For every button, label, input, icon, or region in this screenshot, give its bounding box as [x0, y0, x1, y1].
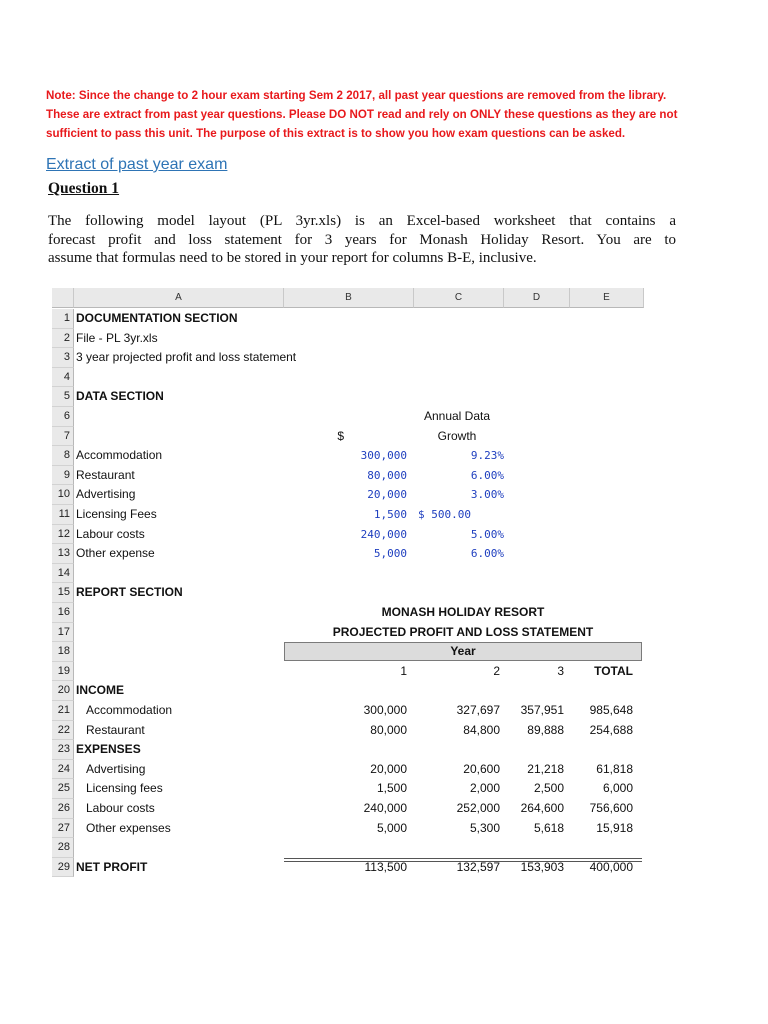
cell-a11: Licensing Fees [76, 507, 157, 521]
sheet-row [52, 309, 644, 329]
cell-a8: Accommodation [76, 448, 163, 463]
cell-e29: 400,000 [589, 859, 633, 874]
cell-b25: 1,500 [376, 781, 407, 796]
row-number: 20 [52, 681, 74, 701]
paragraph-line: assume that formulas need to be stored in your report for columns B-E, inclusive. [48, 250, 537, 266]
cell-a27: Other expenses [86, 820, 171, 835]
cell-b11: 1,500 [373, 508, 407, 521]
sheet-row [52, 740, 644, 760]
cell-d21: 357,951 [520, 703, 564, 717]
cell-a21: Accommodation [86, 703, 173, 717]
note-line: Note: Since the change to 2 hour exam starting Sem 2 2017, all past year questions are removed from the library. [46, 89, 667, 102]
row-number: 22 [52, 721, 74, 741]
row-number: 14 [52, 564, 74, 584]
question-title: Question 1 [48, 180, 120, 197]
row-number: 28 [52, 838, 74, 858]
spreadsheet-screenshot [52, 288, 644, 878]
cell-c13: 6.00% [470, 547, 504, 561]
question-paragraph [48, 212, 676, 268]
row-number: 1 [52, 309, 74, 329]
cell-c21: 327,697 [456, 703, 500, 717]
row-number: 29 [52, 858, 74, 878]
row-number: 15 [52, 583, 74, 603]
sheet-row [52, 427, 644, 447]
cell-b22: 80,000 [370, 722, 407, 737]
report-title: PROJECTED PROFIT AND LOSS STATEMENT [332, 624, 594, 639]
sheet-row [52, 329, 644, 349]
sheet-row [52, 485, 644, 505]
sheet-row [52, 721, 644, 741]
cell-a9: Restaurant [76, 467, 135, 482]
note-line: These are extract from past year questions. Please DO NOT read and rely on ONLY these questions as they are not [46, 108, 678, 121]
row-number: 21 [52, 701, 74, 721]
sheet-row [52, 662, 644, 682]
sheet-corner [52, 288, 74, 308]
cell-a5: DATA SECTION [76, 389, 164, 404]
sheet-row [52, 681, 644, 701]
exam-note [46, 86, 726, 143]
paragraph-line: The following model layout (PL 3yr.xls) is an Excel-based worksheet that contains a [48, 213, 676, 229]
column-header-c: C [414, 288, 504, 308]
cell-a2: File - PL 3yr.xls [76, 330, 158, 345]
row-number: 7 [52, 427, 74, 447]
sheet-row [52, 603, 644, 623]
cell-b9: 80,000 [367, 468, 407, 482]
cell-a26: Labour costs [86, 801, 155, 815]
sheet-row [52, 505, 644, 525]
cell-c22: 84,800 [463, 722, 500, 737]
row-number: 16 [52, 603, 74, 623]
cell-d24: 21,218 [527, 761, 564, 776]
sheet-row [52, 348, 644, 368]
sheet-row [52, 779, 644, 799]
cell-c12: 5.00% [470, 527, 504, 541]
sheet-row [52, 407, 644, 427]
row-number: 25 [52, 779, 74, 799]
sheet-row [52, 544, 644, 564]
paragraph-line: forecast profit and loss statement for 3 years for Monash Holiday Resort. You are to [48, 231, 676, 248]
row-number: 24 [52, 760, 74, 780]
sheet-row [52, 623, 644, 643]
cell-b13: 5,000 [373, 547, 407, 561]
cell-a24: Advertising [86, 761, 146, 776]
section-heading: Extract of past year exam [46, 156, 228, 173]
row-number: 9 [52, 466, 74, 486]
sheet-row [52, 760, 644, 780]
cell-b8: 300,000 [360, 449, 407, 463]
row-number: 12 [52, 525, 74, 545]
row-number: 13 [52, 544, 74, 564]
sheet-row [52, 466, 644, 486]
report-title: MONASH HOLIDAY RESORT [381, 605, 545, 619]
cell-e21: 985,648 [589, 703, 633, 717]
cell-a20: INCOME [76, 683, 124, 698]
row-number: 4 [52, 368, 74, 388]
column-header-e: E [570, 288, 644, 308]
cell-d26: 264,600 [520, 801, 564, 815]
cell-e19: TOTAL [594, 663, 633, 678]
cell-a12: Labour costs [76, 526, 145, 541]
cell-c7: Growth [437, 428, 477, 443]
sheet-row [52, 642, 644, 662]
cell-c10: 3.00% [470, 488, 504, 502]
cell-a23: EXPENSES [76, 742, 141, 757]
cell-c24: 20,600 [463, 761, 500, 776]
cell-a10: Advertising [76, 487, 136, 502]
cell-b12: 240,000 [360, 527, 407, 541]
column-header-d: D [504, 288, 570, 308]
cell-e22: 254,688 [589, 722, 633, 737]
row-number: 17 [52, 623, 74, 643]
cell-c9: 6.00% [470, 468, 504, 482]
sheet-row [52, 819, 644, 839]
cell-e25: 6,000 [602, 781, 633, 796]
cell-c27: 5,300 [469, 820, 500, 835]
row-number: 18 [52, 642, 74, 662]
column-header-b: B [284, 288, 414, 308]
sheet-row [52, 799, 644, 819]
column-header-a: A [74, 288, 284, 308]
row-number: 5 [52, 387, 74, 407]
cell-c8: 9.23% [470, 449, 504, 463]
sheet-row [52, 858, 644, 878]
sheet-row [52, 446, 644, 466]
cell-b21: 300,000 [363, 703, 407, 717]
sheet-row [52, 701, 644, 721]
row-number: 11 [52, 505, 74, 525]
cell-a1: DOCUMENTATION SECTION [76, 311, 238, 325]
row-number: 26 [52, 799, 74, 819]
cell-b19: 1 [400, 663, 407, 678]
cell-b7: $ [337, 428, 344, 443]
cell-a3: 3 year projected profit and loss statement [76, 350, 297, 365]
sheet-row [52, 583, 644, 603]
cell-a22: Restaurant [86, 722, 145, 737]
cell-d29: 153,903 [520, 859, 564, 874]
cell-d27: 5,618 [533, 820, 564, 835]
cell-b10: 20,000 [367, 488, 407, 502]
cell-a25: Licensing fees [86, 781, 163, 796]
row-number: 23 [52, 740, 74, 760]
row-number: 10 [52, 485, 74, 505]
cell-d22: 89,888 [527, 722, 564, 737]
sheet-row [52, 387, 644, 407]
sheet-row [52, 564, 644, 584]
cell-b26: 240,000 [363, 801, 407, 815]
cell-b29: 113,500 [364, 859, 407, 874]
cell-e24: 61,818 [596, 761, 633, 776]
cell-a29: NET PROFIT [76, 859, 148, 874]
row-number: 8 [52, 446, 74, 466]
year-header: Year [284, 642, 642, 661]
sheet-row [52, 368, 644, 388]
cell-e26: 756,600 [589, 801, 633, 815]
cell-e27: 15,918 [596, 820, 633, 835]
row-number: 27 [52, 819, 74, 839]
cell-d25: 2,500 [533, 781, 564, 796]
cell-c25: 2,000 [469, 781, 500, 796]
cell-a13: Other expense [76, 546, 155, 561]
cell-b27: 5,000 [376, 820, 407, 835]
cell-c11: $ 500.00 [418, 508, 471, 521]
cell-a15: REPORT SECTION [76, 585, 183, 600]
note-line: sufficient to pass this unit. The purpose of this extract is to show you how exam questions can be asked. [46, 127, 626, 140]
cell-b24: 20,000 [370, 761, 407, 776]
row-number: 6 [52, 407, 74, 427]
cell-c6: Annual Data [423, 409, 491, 423]
cell-c19: 2 [493, 663, 500, 678]
sheet-row [52, 838, 644, 858]
cell-c26: 252,000 [456, 801, 500, 815]
row-number: 3 [52, 348, 74, 368]
row-number: 19 [52, 662, 74, 682]
cell-c29: 132,597 [456, 859, 500, 874]
cell-d19: 3 [557, 663, 564, 678]
sheet-row [52, 525, 644, 545]
row-number: 2 [52, 329, 74, 349]
